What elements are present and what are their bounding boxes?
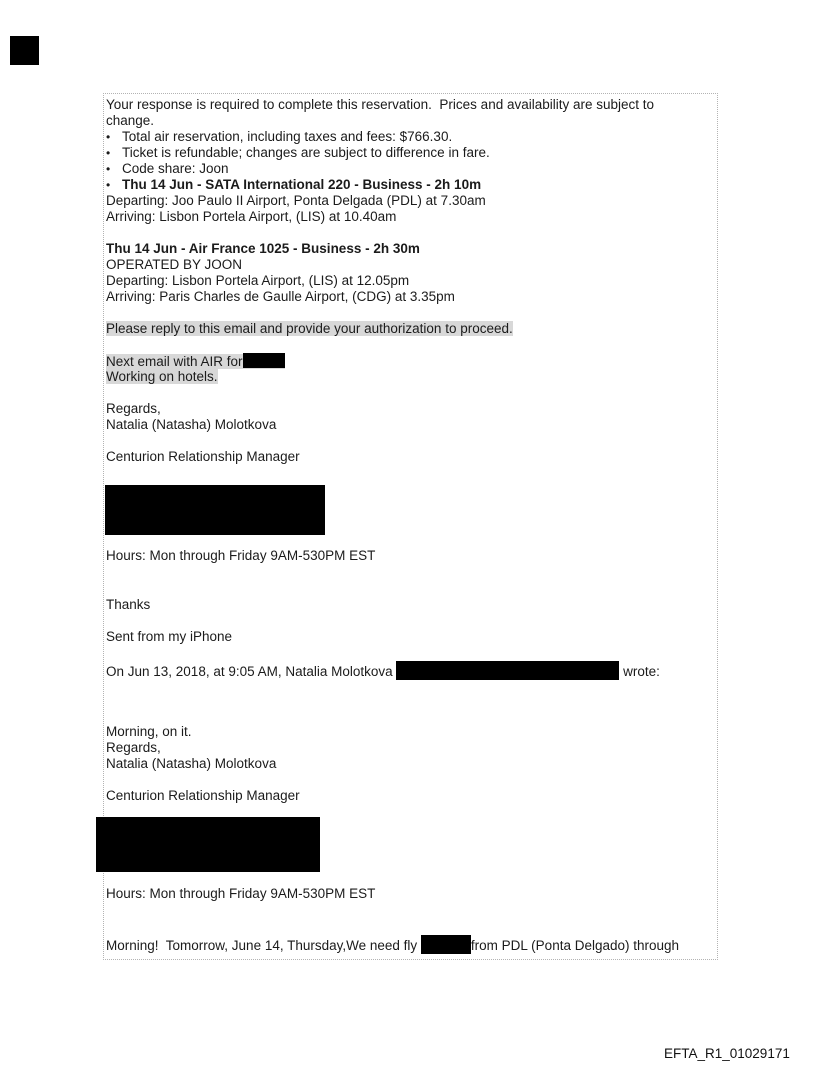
email-text: Code share: Joon	[122, 161, 229, 176]
email-text: Thu 14 Jun - Air France 1025 - Business - 2h 30m	[106, 241, 420, 256]
email-text: Next email with AIR for	[106, 354, 243, 369]
email-text-line	[106, 935, 713, 951]
email-text-line	[106, 724, 713, 740]
bates-number: EFTA_R1_01029171	[664, 1046, 790, 1061]
email-text-line	[106, 449, 713, 465]
email-text: Departing: Joo Paulo II Airport, Ponta Delgada (PDL) at 7.30am	[106, 193, 486, 208]
email-text-line	[106, 401, 713, 417]
email-text: Working on hotels.	[106, 369, 218, 384]
email-text: change.	[106, 113, 155, 128]
highlighted-text	[106, 369, 218, 384]
email-text-line	[106, 113, 713, 129]
email-text-line	[106, 289, 713, 305]
email-text: Regards,	[106, 401, 161, 416]
email-blank-line	[106, 225, 713, 241]
email-text: Thanks	[106, 597, 151, 612]
scan-corner-mark	[10, 36, 39, 65]
email-text: Centurion Relationship Manager	[106, 788, 300, 803]
redaction-block	[96, 817, 320, 872]
bullet-icon: •	[106, 178, 111, 192]
email-text: Morning! Tomorrow, June 14, Thursday,We need fly	[106, 938, 421, 953]
redaction-bar	[396, 661, 619, 680]
email-blank-line	[106, 337, 713, 353]
email-text: Total air reservation, including taxes and fees: $766.30.	[122, 129, 453, 144]
email-text: wrote:	[619, 664, 660, 679]
redaction-block	[105, 485, 325, 535]
email-text-line	[106, 161, 713, 177]
email-text: Hours: Mon through Friday 9AM-530PM EST	[106, 548, 376, 563]
email-text-line	[106, 886, 713, 902]
email-text: On Jun 13, 2018, at 9:05 AM, Natalia Molotkova	[106, 664, 397, 679]
email-text-line	[106, 129, 713, 145]
email-blank-line	[106, 385, 713, 401]
bullet-icon: •	[106, 146, 111, 160]
email-text-line	[106, 597, 713, 613]
email-text: Thu 14 Jun - SATA International 220 - Business - 2h 10m	[122, 177, 482, 192]
bullet-icon: •	[106, 162, 111, 176]
email-text-line	[106, 417, 713, 433]
email-blank-line	[106, 305, 713, 321]
email-text-line	[106, 321, 713, 337]
email-text-line	[106, 145, 713, 161]
redaction-bar	[243, 353, 285, 368]
email-blank-line	[106, 772, 713, 788]
email-text: Natalia (Natasha) Molotkova	[106, 417, 277, 432]
highlighted-text	[106, 321, 513, 336]
email-text-line	[106, 369, 713, 385]
email-text: Natalia (Natasha) Molotkova	[106, 756, 277, 771]
email-text-line	[106, 740, 713, 756]
email-text: Morning, on it.	[106, 724, 192, 739]
email-text-line	[106, 193, 713, 209]
email-text: Hours: Mon through Friday 9AM-530PM EST	[106, 886, 376, 901]
email-text: Sent from my iPhone	[106, 629, 233, 644]
email-text-line	[106, 756, 713, 772]
email-text: Regards,	[106, 740, 161, 755]
email-text-line	[106, 177, 713, 193]
email-text: Arriving: Paris Charles de Gaulle Airport, (CDG) at 3.35pm	[106, 289, 455, 304]
email-text-line	[106, 97, 713, 113]
email-text-line	[106, 209, 713, 225]
email-text: Your response is required to complete this reservation. Prices and availability are subject to	[106, 97, 655, 112]
email-blank-line	[106, 613, 713, 629]
email-text: Departing: Lisbon Portela Airport, (LIS) at 12.05pm	[106, 273, 410, 288]
highlighted-text	[106, 354, 285, 369]
email-text-line	[106, 661, 713, 677]
email-text-line	[106, 353, 713, 369]
email-text-line	[106, 273, 713, 289]
email-blank-line	[106, 433, 713, 449]
email-text-line	[106, 257, 713, 273]
email-text: Ticket is refundable; changes are subject to difference in fare.	[122, 145, 490, 160]
email-text: from PDL (Ponta Delgado) through	[470, 938, 680, 953]
bullet-icon: •	[106, 130, 111, 144]
email-text-line	[106, 629, 713, 645]
email-text: OPERATED BY JOON	[106, 257, 243, 272]
redaction-bar	[421, 935, 471, 954]
email-blank-line	[106, 645, 713, 661]
email-text-line	[106, 241, 713, 257]
email-text: Arriving: Lisbon Portela Airport, (LIS) at 10.40am	[106, 209, 397, 224]
email-text: Centurion Relationship Manager	[106, 449, 300, 464]
email-text: Please reply to this email and provide your authorization to proceed.	[106, 321, 513, 336]
email-body	[103, 93, 718, 960]
email-text-line	[106, 788, 713, 804]
email-text-line	[106, 548, 713, 564]
